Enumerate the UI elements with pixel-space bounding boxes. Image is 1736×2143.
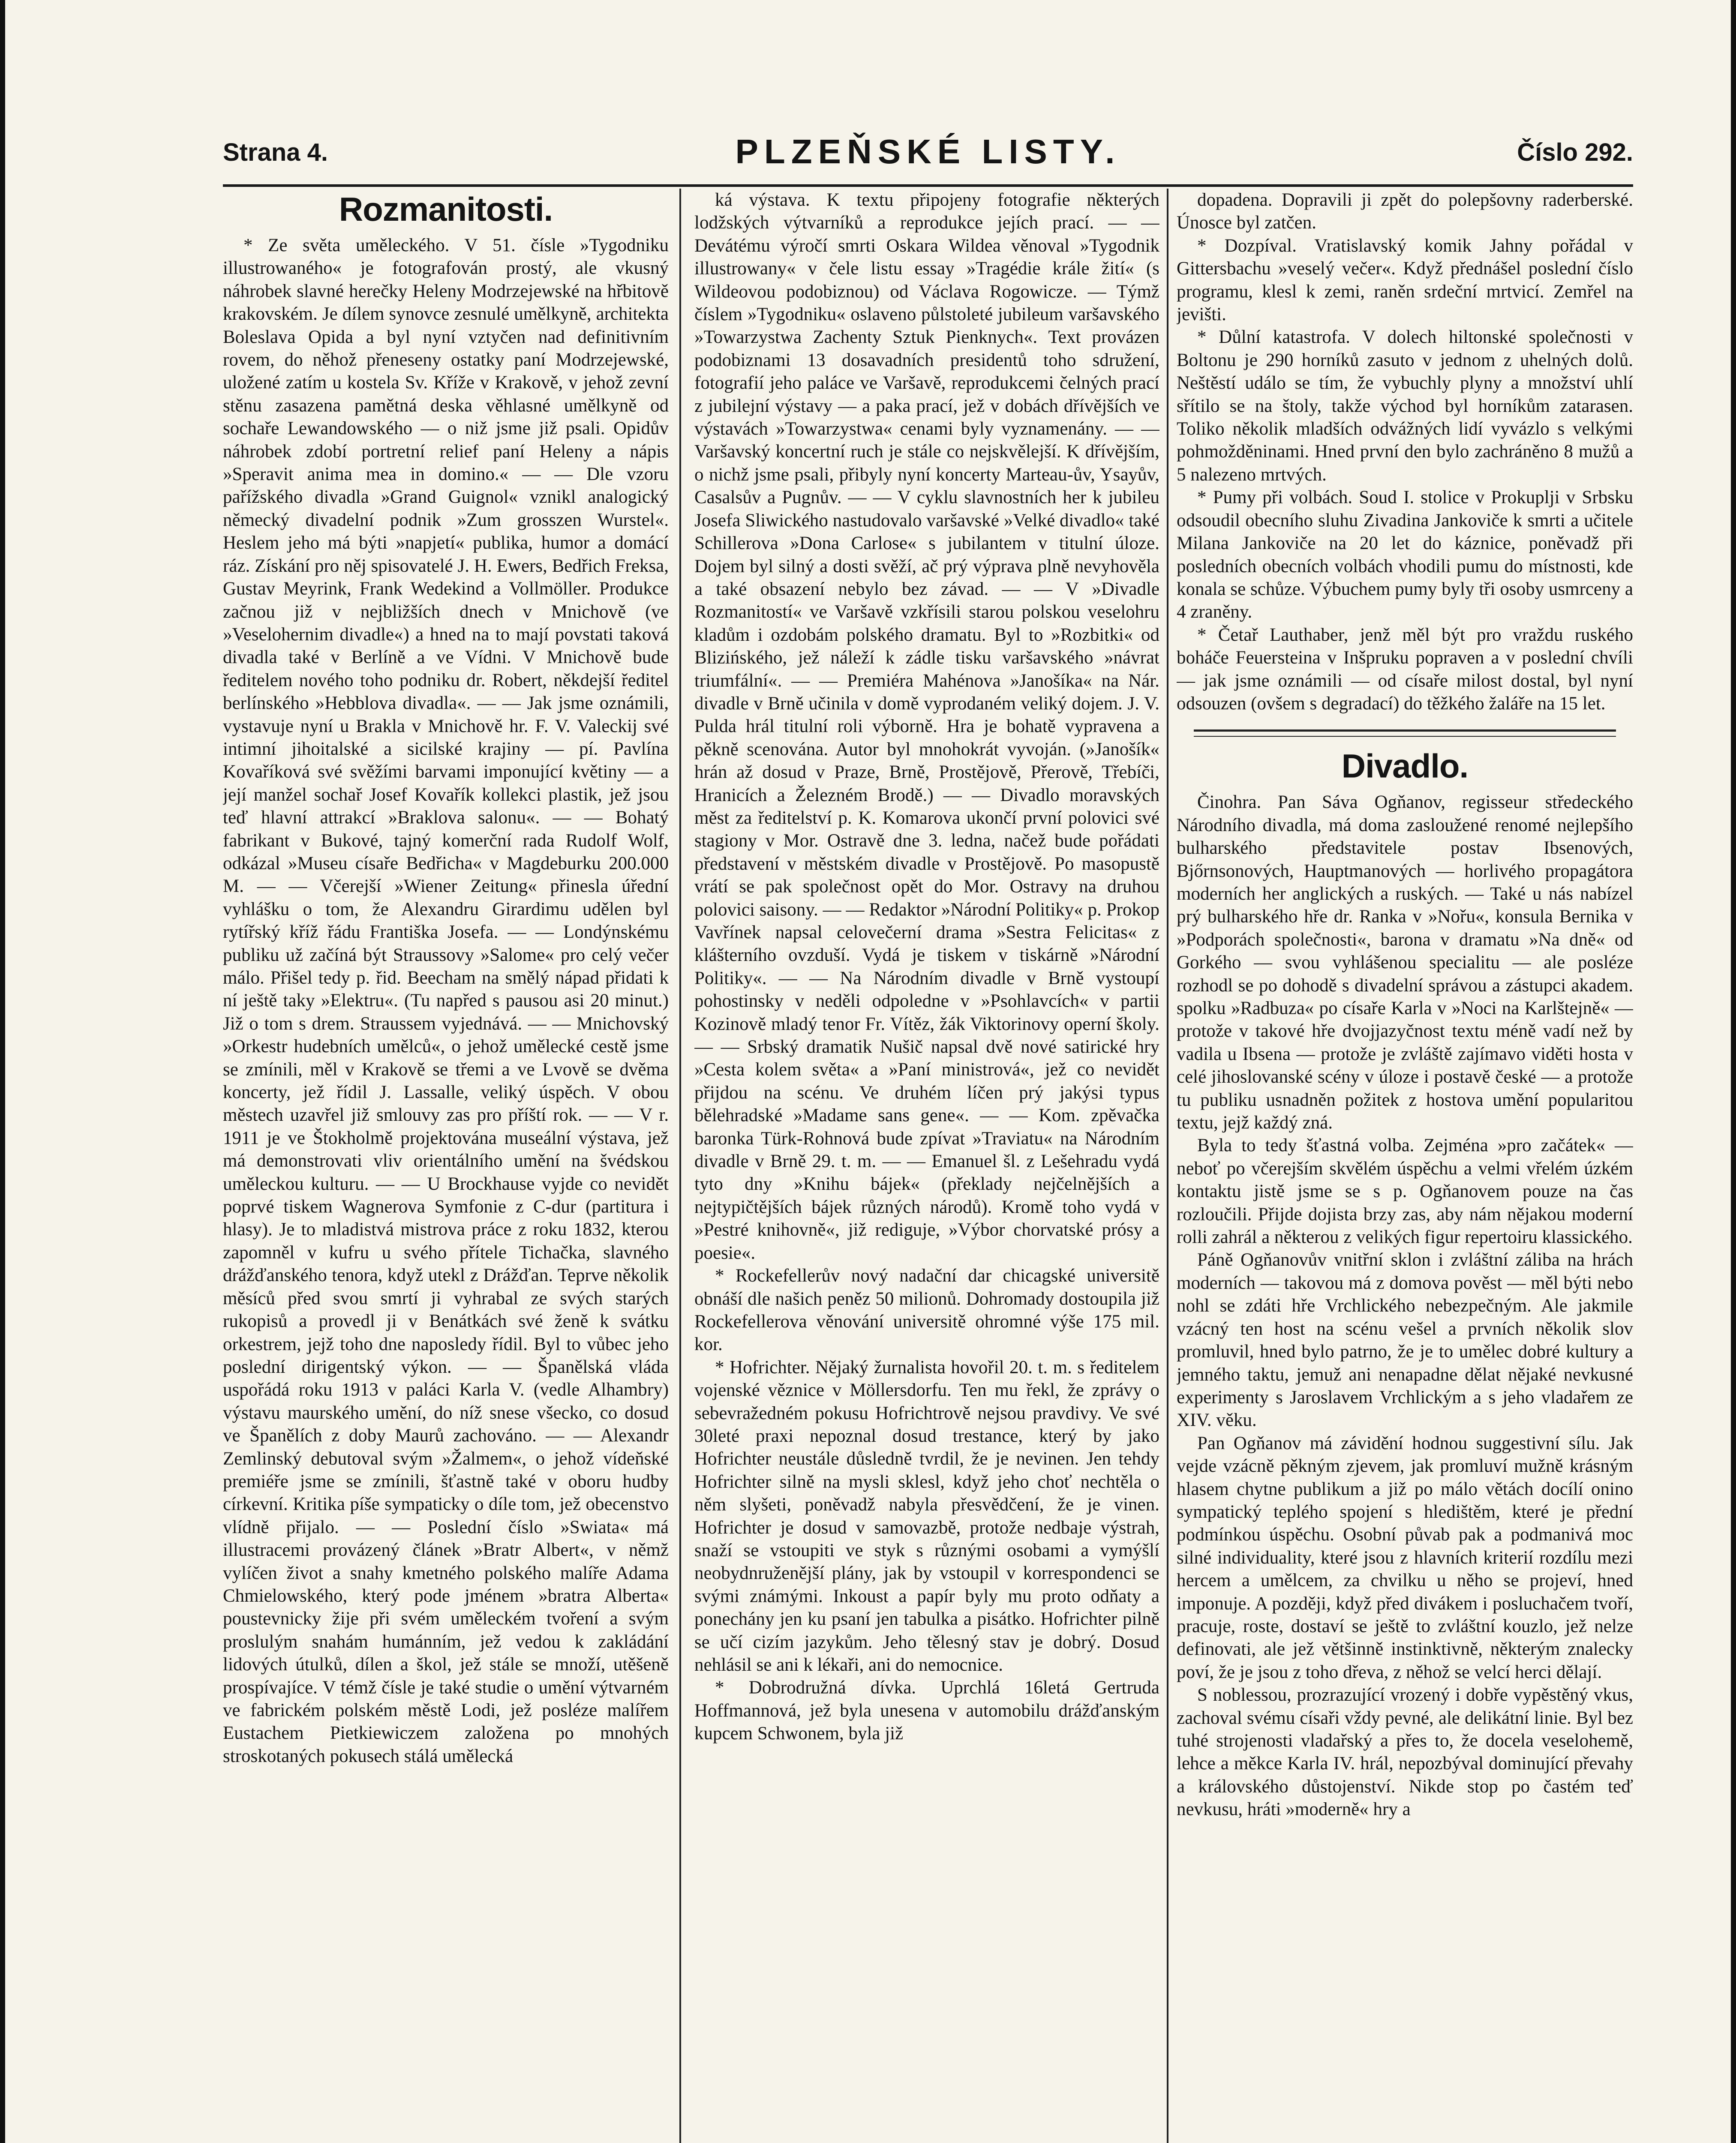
section-heading-divadlo: Divadlo.: [1341, 747, 1469, 785]
article-paragraph: ká výstava. K textu připojeny fotografie některých lodžských výtvarníků a reprodukce jejích prací. — — Devátému výročí smrti Oskara Wildea věnoval »Tygodnik illustrowany« v čele listu essay »Tragédie krále žití« (s Wildeovou podobiznou) od Václava Rogowicze. — Týmž číslem »Tygodniku« oslaveno půlstoleté jubileum varšavského »Towarzystwa Zachenty Sztuk Pienknych«. Text provázen podobiznami 13 dosavadních presidentů toho sdružení, fotografií jeho paláce ve Varšavě, reprodukcemi čelných prací z jubilejní výstavy — a paka prací, jež v dobách dřívějších ve výstavách »Towarzystwa« cenami byly vyznamenány. — — Varšavský koncertní ruch je stále co nejskvělejší. K dřívějším, o nichž jsme psali, přibyly nyní koncerty Marteau-ův, Ysayův, Casalsův a Pugnův. — — V cyklu slavnostních her k jubileu Josefa Sliwického nastudovalo varšavské »Velké divadlo« také Schillerova »Dona Carlose« s jubilantem v titulní úloze. Dojem byl silný a dosti svěží, ač prý výprava plně nevyhověla a také obsazení nebylo bez závad. — — V »Divadle Rozmanitostí« ve Varšavě vzkřísili starou polskou veselohru kladům i ozdobám polského dramatu. Byl to »Rozbitki« od Blizińského, jež náleží k zádle tisku varšavského »návrat triumfální«. — — Premiéra Mahénova »Janošíka« na Nár. divadle v Brně učinila v domě vyprodaném veliký dojem. J. V. Pulda hrál titulní roli výborně. Hra je bohatě vypravena a pěkně scenována. Autor byl mnohokrát vyvoján. (»Janošík« hrán až dosud v Praze, Brně, Prostějově, Přerově, Třebíči, Hranicích a Železném Brodě.) — — Divadlo moravských měst za ředitelství p. K. Komarova ukončí první polovici své stagiony v Mor. Ostravě dne 3. ledna, načež bude pořádati představení v městském divadle v Prostějově. Po masopustě vrátí se pak společnost opět do Mor. Ostravy na druhou polovici saisony. — — Redaktor »Národní Politiky« p. Prokop Vavřínek napsal celovečerní drama »Sestra Felicitas« z klášterního ovzduší. Vydá je tiskem v tiskárně »Národní Politiky«. — — Na Národním divadle v Brně vystoupí pohostinsky v neděli odpoledne v »Psohlavcích« v partii Kozinově mladý tenor Fr. Vítěz, žák Viktorinovy operní školy. — — Srbský dramatik Nušič napsal dvě nové satirické hry »Cesta kolem světa« a »Paní ministrová«, jež co nevidět přijdou na scénu. Ve druhém líčen prý jakýsi typus bělehradské »Madame sans gene«. — — Kom. zpěvačka baronka Türk-Rohnová bude zpívat »Traviatu« na Národním divadle v Brně 29. t. m. — — Emanuel šl. z Lešehradu vydá tyto dny »Knihu bájek« (překlady nejčelnějších a nejtypičtějších bájek různých národů). Kromě toho vydá v »Pestré knihovně«, již rediguje, »Výbor chorvatské prósy a poesie«.: [694, 190, 1159, 1263]
article-paragraph: dopadena. Dopravili ji zpět do polepšovny raderberské. Únosce byl zatčen.: [1177, 190, 1633, 233]
column-3: [1177, 189, 1633, 2143]
theatre-paragraph: Pan Ogňanov má závidění hodnou suggestivní sílu. Jak vejde vzácně pěkným zjevem, jak promluví mužně krásným hlasem chytne publikum a již po málo větách docílí onino sympatický teplého spojení s hledištěm, které je přední podmínkou úspěchu. Osobní půvab pak a podmanivá moc silné individuality, které jsou z hlavních kriterií rozdílu mezi hercem a umělcem, za chvilku u něho se projeví, hned imponuje. A později, když před divákem i posluchačem tvoří, pracuje, roste, dostaví se ještě to zvláštní kouzlo, jež nelze definovati, ale jež většinně instinktivně, některým znalecky poví, že je jsou z toho dřeva, z něhož se velcí herci dělají.: [1177, 1433, 1633, 1682]
article-paragraph: * Ze světa uměleckého. V 51. čísle »Tygodniku illustrowaného« je fotografován prostý, ale vkusný náhrobek slavné herečky Heleny Modrzejewské na hřbitově krakovském. Je dílem synovce zesnulé umělkyně, architekta Boleslava Opida a byl nyní vztyčen nad definitivním rovem, do něhož přeneseny ostatky paní Modrzejewské, uložené zatím u kostela Sv. Kříže v Krakově, v jehož zevní stěnu zasazena pamětná deska věhlasné umělkyně od sochaře Lewandowského — o niž jsme již psali. Opidův náhrobek zdobí portretní relief paní Heleny a nápis »Speravit anima mea in domino.« — — Dle vzoru pařížského divadla »Grand Guignol« vznikl analogický německý divadelní podnik »Zum grosszen Wurstel«. Heslem jeho má býti »napjetí« publika, humor a domácí ráz. Získání pro něj spisovatelé J. H. Ewers, Bedřich Freksa, Gustav Meyrink, Frank Wedekind a Vollmöller. Produkce začnou již v nejbližších dnech v Mnichově (ve »Veselohernim divadle«) a hned na to mají povstati taková divadla také v Berlíně a ve Vídni. V Mnichově bude ředitelem nového toho podniku dr. Robert, někdejší ředitel berlínského »Hebblova divadla«. — — Jak jsme oznámili, vystavuje nyní u Brakla v Mnichově hr. F. V. Valeckij své intimní jihoitalské a sicilské krajiny — pí. Pavlína Kovaříková své svěžími barvami imponující květiny — a její manžel sochař Josef Kovařík kollekci plastik, jež jsou teď hlavní attrakcí »Braklova salonu«. — — Bohatý fabrikant v Bukové, tajný komerční rada Rudolf Wolf, odkázal »Museu císaře Bedřicha« v Magdeburku 200.000 M. — — Včerejší »Wiener Zeitung« přinesla úřední vyhlášku o tom, že Alexandru Girardimu udělen byl rytířský kříž řádu Františka Josefa. — — Londýnskému publiku už začíná být Straussovy »Salome« pro celý večer málo. Přišel tedy p. řid. Beecham na smělý nápad přidati k ní ještě taky »Elektru«. (Tu napřed s pausou asi 20 minut.) Již o tom s drem. Straussem vyjednává. — — Mnichovský »Orkestr hudebních umělců«, o jehož umělecké cestě jsme se zmínili, měl v Krakově se třemi a ve Lvově se dvěma koncerty, jež řídil J. Lassalle, veliký úspěch. V obou městech uzavřel již smlouvy zas pro příští rok. — — V r. 1911 je ve Štokholmě projektována museální výstava, jež má demonstrovati vliv orientálního umění na švédskou uměleckou kulturu. — — U Brockhause vyjde co nevidět poprvé tiskem Wagnerova Symfonie z C-dur (partitura i hlasy). Je to mladistvá mistrova práce z roku 1832, kterou zapomněl v kufru u svého přítele Tichačka, slavného drážďanského tenora, když utekl z Drážďan. Teprve několik měsíců před svou smrtí ji vyhrabal ze svých starých rukopisů a provedl ji v Benátkách své ženě k svátku orkestrem, jejž toho dne naposledy řídil. Byl to vůbec jeho poslední dirigentský výkon. — — Španělská vláda uspořádá roku 1913 v paláci Karla V. (vedle Alhambry) výstavu maurského umění, do níž snese všecko, co dosud ve Španělích z doby Maurů zachováno. — — Alexandr Zemlinský debutoval svým »Žalmem«, o jehož vídeňské premiéře jsme se zmínili, šťastně také v oboru hudby církevní. Kritika píše sympaticky o díle tom, jež obecenstvo vlídně přijalo. — — Poslední číslo »Swiata« má illustracemi provázený článek »Bratr Albert«, v němž vylíčen život a snahy kmetného polského malíře Adama Chmielowského, který pode jménem »bratra Alberta« poustevnicky žije při svém uměleckém tvoření a svým proslulým snahám humánním, jež vedou k zakládání lidových útulků, dílen a škol, jež stále se množí, utěšeně prospívajíce. V témž čísle je také studie o umění výtvarném ve fabrickém polském městě Lodi, jež posléze malířem Eustachem Pietkiewiczem založena po mnohých stroskotaných pokusech stálá umělecká: [223, 235, 669, 1766]
article-paragraph: * Dobrodružná dívka. Uprchlá 16letá Gertruda Hoffmannová, jež byla unesena v automobilu drážďanským kupcem Schwonem, byla již: [694, 1678, 1159, 1744]
theatre-paragraph: Činohra. Pan Sáva Ogňanov, regisseur středeckého Národního divadla, má doma zasloužené renomé nejlepšího bulharského představitele postav Ibsenových, Bjőrnsonových, Hauptmanových — horlivého propagátora moderních her anglických a ruských. — Také u nás nabízel prý bulharského hře dr. Ranka v »Nořu«, konsula Bernika v »Podporách společnosti«, barona v dramatu »Na dně« od Gorkého — svou vyhlášenou specialitu — ale posléze rozhodl se po dohodě s divadelní správou a zástupci akadem. spolku »Radbuza« po císaře Karla v »Noci na Karlštejně« — protože v takové hře dvojjazyčnost textu méně vadí než by vadila u Ibsena — protože je zvláště zajímavo viděti hosta v celé jihoslovanské scény v úloze i postavě české — a protože tu publiku usnadněn požitek z hostova umění popularitou textu, jejž každý zná.: [1177, 792, 1633, 1133]
column-2: [694, 189, 1159, 2143]
section-separator: [1194, 729, 1616, 737]
theatre-paragraph: Páně Ogňanovův vnitřní sklon i zvláštní záliba na hrách moderních — takovou má z domova pověst — měl býti nebo nohl se zdáti hře Vrchlického nebezpečným. Ale jakmile vzácný ten host na scénu vešel a prvních několik slov promluvil, hned bylo patrno, že je to umělec dobré kultury a jemného taktu, jemuž ani nenapadne dělat nějaké nevkusné experimenty s Jaroslavem Vrchlickým a s jeho vladařem ze XIV. věku.: [1177, 1250, 1633, 1431]
scan-edge-left: [0, 0, 5, 2143]
issue-number: Číslo 292.: [1517, 138, 1633, 166]
theatre-paragraph: S noblessou, prozrazující vrozený i dobře vypěstěný vkus, zachoval svému císaři vždy pevné, ale delikátní linie. Byl bez tuhé strojenosti vladařský a přes to, že docela veselohemě, lehce a měkce Karla IV. hrál, nepozbýval dominující převahy a královského důstojenství. Nikde stop po častém teď nevkusu, hráti »moderně« hry a: [1177, 1685, 1633, 1820]
article-paragraph: * Rockefellerův nový nadační dar chicagské universitě obnáší dle našich peněz 50 milionů. Dohromady dostoupila již Rockefellerova věnování universitě ohromné výše 175 mil. kor.: [694, 1266, 1159, 1355]
column-divider: [1167, 189, 1168, 2143]
scan-edge-right: [1731, 0, 1736, 2143]
newspaper-title: PLZEŇSKÉ LISTY.: [735, 132, 1121, 171]
article-paragraph: * Důlní katastrofa. V dolech hiltonské společnosti v Boltonu je 290 horníků zasuto v jednom z uhelných dolů. Neštěstí událo se tím, že vybuchly plyny a množství uhlí sřítilo se na štoly, takže východ byl horníkům zatarasen. Toliko několik mladších odvážných lidí vyvázlo s velkými pohmožděninami. Hned první den bylo zachráněno 8 mužů a 5 nalezeno mrtvých.: [1177, 327, 1633, 485]
article-paragraph: * Četař Lauthaber, jenž měl být pro vraždu ruského boháče Feuersteina v Inšpruku popraven a v poslední chvíli — jak jsme oznámili — od císaře milost dostal, byl nyní odsouzen (ovšem s degradací) do těžkého žaláře na 15 let.: [1177, 624, 1633, 714]
masthead: [223, 129, 1633, 187]
column-1: [223, 189, 669, 2143]
theatre-paragraph: Byla to tedy šťastná volba. Zejména »pro začátek« — neboť po včerejším skvělém úspěchu a velmi vřelém úzkém kontaktu jistě jsme se s p. Ogňanovem pouze na čas rozloučili. Přijde dojista brzy zas, aby nám nějakou moderní rolli zahrál a některou z velikých figur repertoiru klassického.: [1177, 1135, 1633, 1248]
article-paragraph: * Pumy při volbách. Soud I. stolice v Prokuplji v Srbsku odsoudil obecního sluhu Zivadina Jankoviče k smrti a učitele Milana Jankoviče na 20 let do káznice, poněvadž při posledních obecních volbách vhodili pumu do místnosti, kde konala se schůze. Výbuchem pumy byly tři osoby usmrceny a 4 zraněny.: [1177, 487, 1633, 622]
article-paragraph: * Hofrichter. Nějaký žurnalista hovořil 20. t. m. s ředitelem vojenské věznice v Möllersdorfu. Ten mu řekl, že zprávy o sebevražedném pokusu Hofrichtrově nejsou pravdivy. Ve své 30leté praxi nepoznal dosud trestance, který by jako Hofrichter neustále důsledně tvrdil, že je nevinen. Jen tehdy Hofrichter silně na mysli sklesl, když jeho choť nechtěla o něm slyšeti, poněvadž nabyla přesvědčení, že je vinen. Hofrichter je dosud v samovazbě, protože nedbaje výstrah, snaží se vstoupiti ve styk s různými osobami a vymýšlí neobydnruženější plány, jak by vstoupil v korrespondenci se svými známými. Inkoust a papír byly mu proto odňaty a ponechány jen ku psaní jen tabulka a pisátko. Hofrichter pilně se učí cizím jazykům. Jeho tělesný stav je dobrý. Dosud nehlásil se ani k lékaři, ani do nemocnice.: [694, 1357, 1159, 1675]
column-divider: [679, 189, 681, 2143]
page-number: Strana 4.: [223, 138, 328, 166]
article-paragraph: * Dozpíval. Vratislavský komik Jahny pořádal v Gittersbachu »veselý večer«. Když přednášel poslední číslo programu, klesl k zemi, raněn srdeční mrtvicí. Zemřel na jevišti.: [1177, 235, 1633, 325]
section-heading-rozmanitosti: Rozmanitosti.: [339, 190, 553, 228]
